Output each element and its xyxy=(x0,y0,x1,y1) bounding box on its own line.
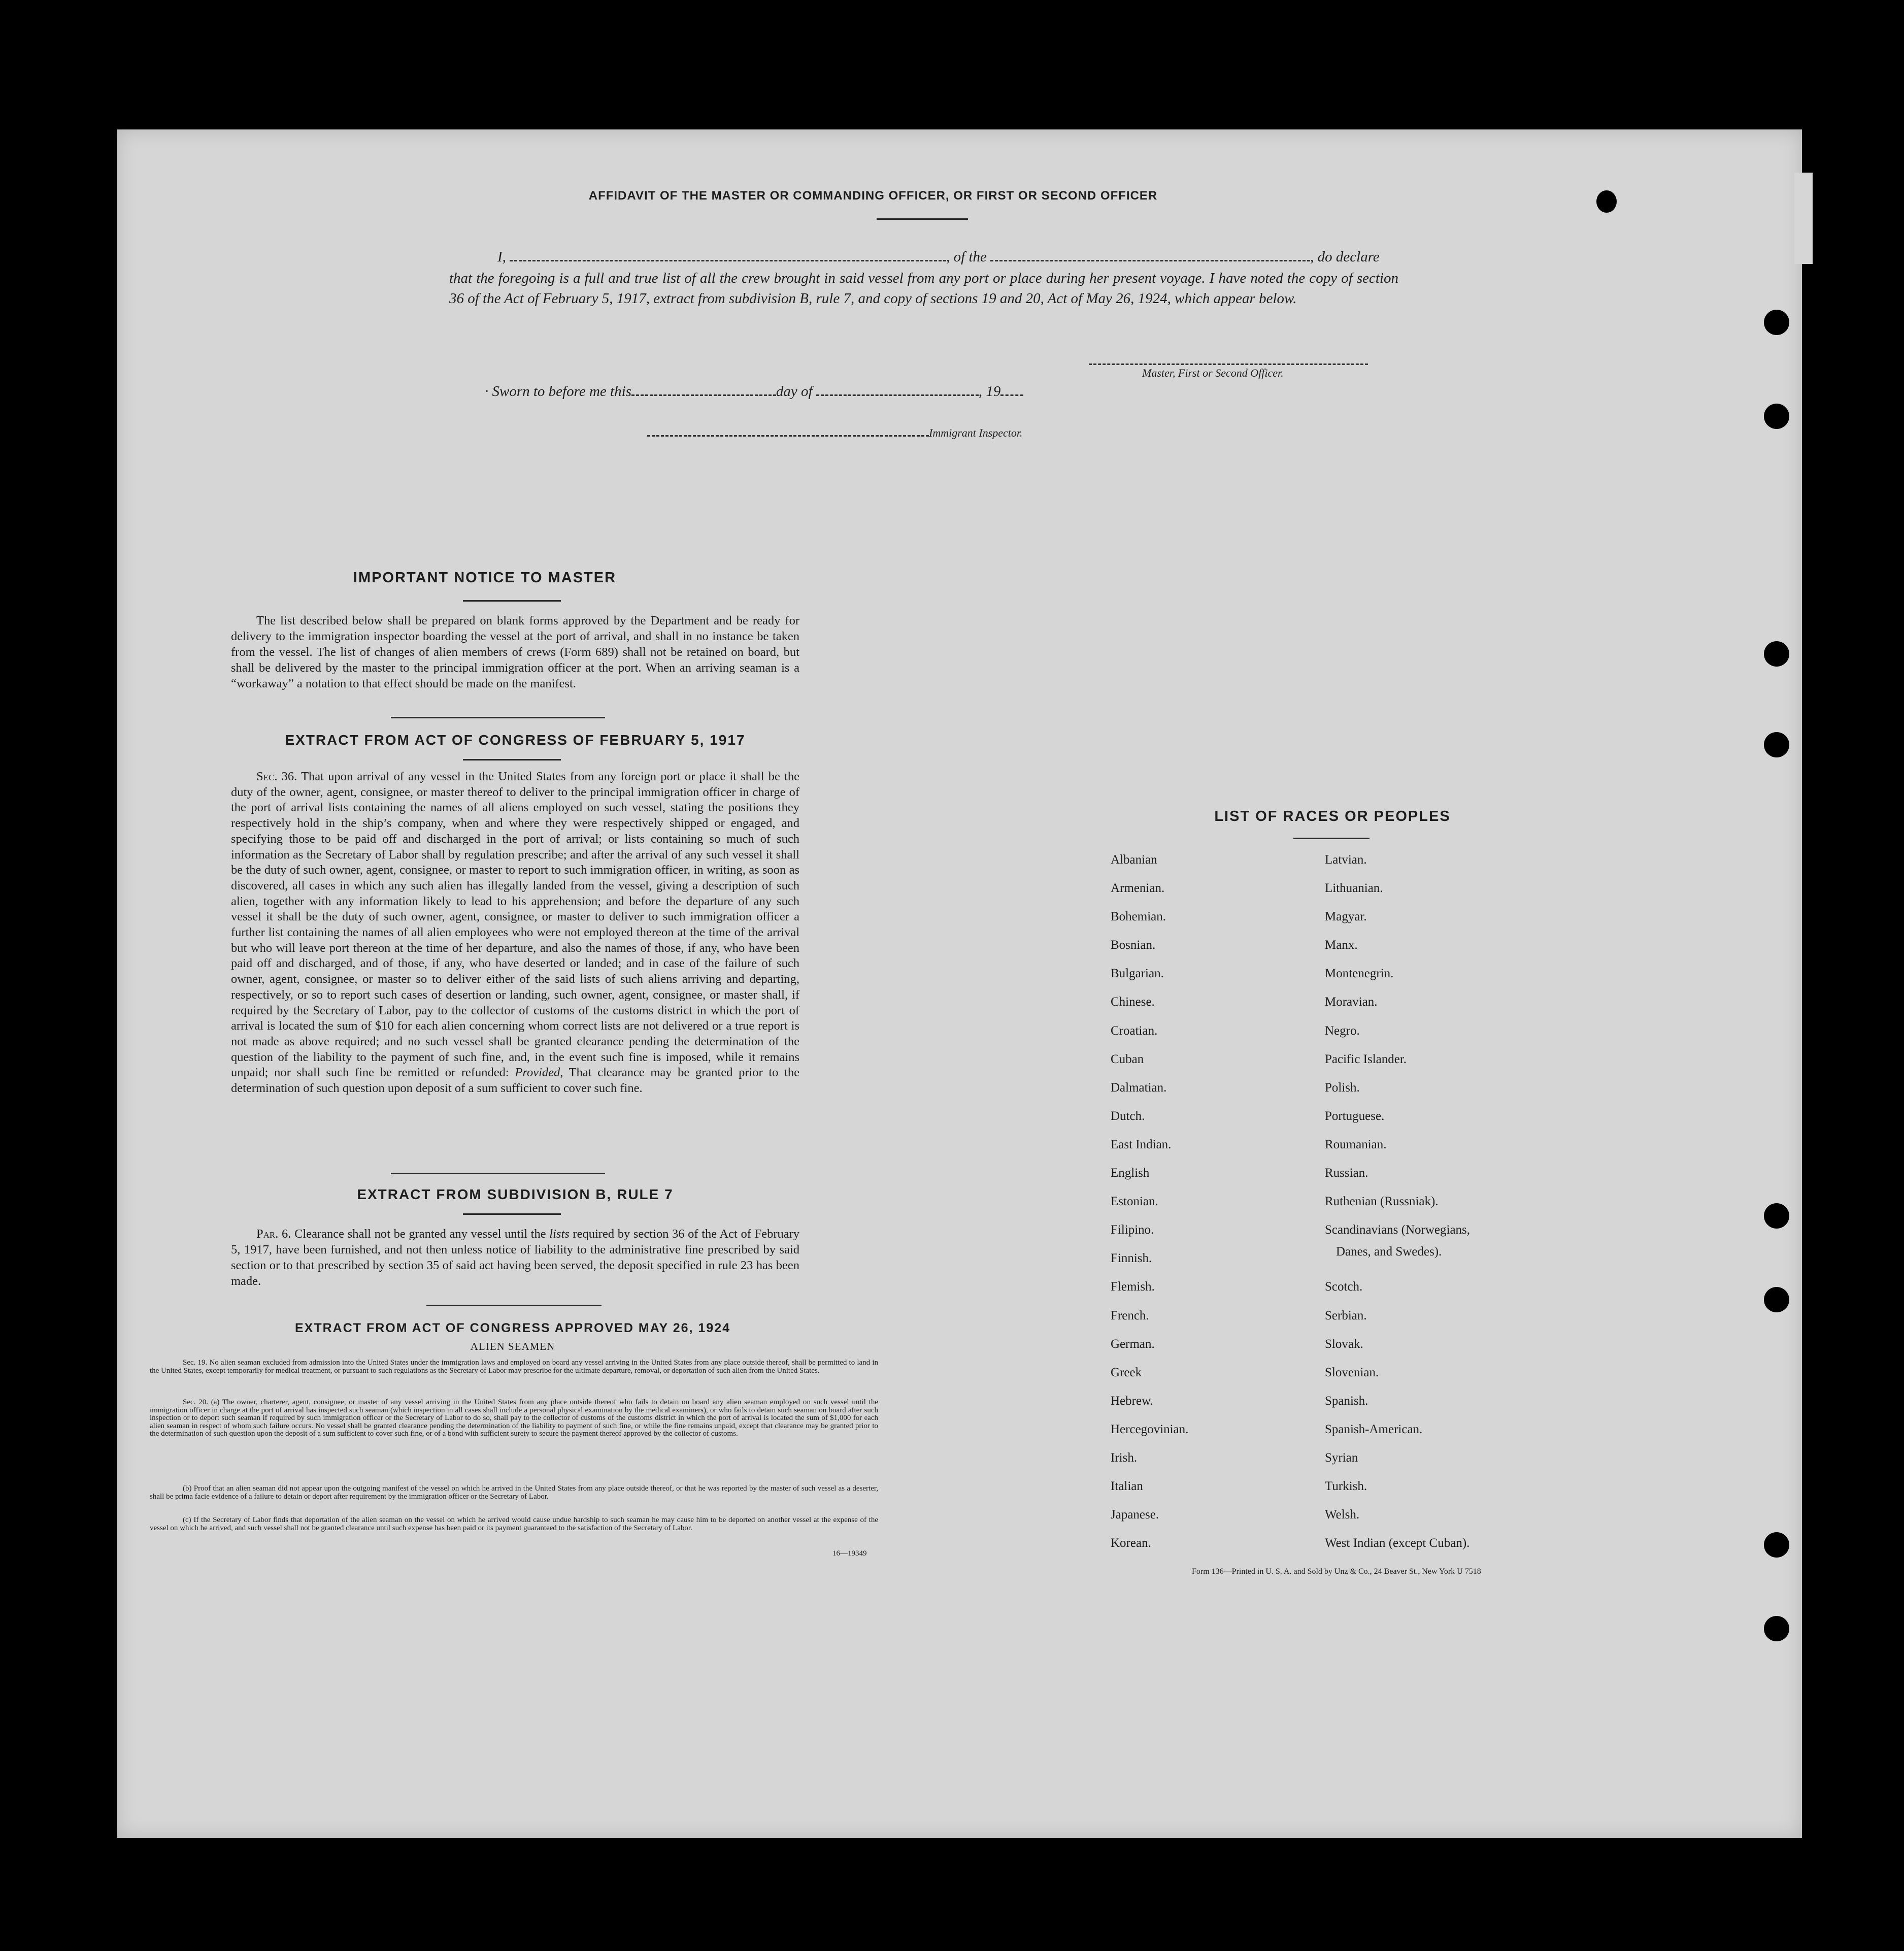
races-list-item: Magyar. xyxy=(1325,910,1367,923)
rule7-body xyxy=(231,1226,799,1289)
binder-hole xyxy=(1764,641,1789,667)
extract-1917-body xyxy=(231,769,799,1097)
binder-hole xyxy=(1764,1203,1789,1229)
races-list-item: Spanish-American. xyxy=(1325,1423,1423,1436)
races-list-item: Ruthenian (Russniak). xyxy=(1325,1195,1439,1208)
affidavit-of-the: , of the xyxy=(946,249,987,265)
sheet-edge-tab xyxy=(1794,173,1813,264)
affidavit-declaration-line xyxy=(449,249,1401,266)
inspector-line xyxy=(647,426,1023,440)
races-list-item: Irish. xyxy=(1111,1451,1138,1465)
races-list-item: Bosnian. xyxy=(1111,938,1156,952)
races-list-item: Moravian. xyxy=(1325,995,1378,1009)
races-list-item: Hebrew. xyxy=(1111,1394,1153,1408)
extract-1917-provided: Provided, xyxy=(515,1066,563,1080)
races-list-item: Montenegrin. xyxy=(1325,967,1394,980)
races-list-item: English xyxy=(1111,1166,1150,1180)
sworn-year-blank[interactable] xyxy=(1000,394,1023,396)
races-list-item: Albanian xyxy=(1111,853,1157,867)
races-list-item: Scandinavians (Norwegians, xyxy=(1325,1223,1471,1237)
races-list-item: Negro. xyxy=(1325,1024,1360,1038)
affidavit-do-declare: , do declare xyxy=(1310,249,1380,265)
races-list-item: Welsh. xyxy=(1325,1508,1360,1522)
form-footer: Form 136—Printed in U. S. A. and Sold by Unz & Co., 24 Beaver St., New York U 7518 xyxy=(1192,1567,1481,1576)
sworn-line: · Sworn to before me this day of , 19 xyxy=(485,383,1023,400)
races-list-item: Polish. xyxy=(1325,1081,1360,1095)
rule7-par: Par. 6. xyxy=(256,1227,291,1241)
races-list-item: Syrian xyxy=(1325,1451,1358,1465)
extract-1917-section: Sec. 36. xyxy=(256,770,297,783)
races-list-item-continuation: Danes, and Swedes). xyxy=(1336,1245,1442,1259)
races-list-item: French. xyxy=(1111,1309,1149,1322)
day-of-label: day of xyxy=(776,383,813,400)
binder-hole xyxy=(1764,1616,1789,1641)
races-list-item: Bulgarian. xyxy=(1111,967,1164,980)
races-list-item: Flemish. xyxy=(1111,1280,1155,1294)
sworn-label: Sworn to before me this xyxy=(492,383,631,400)
races-list-item: Lithuanian. xyxy=(1325,881,1383,895)
extract-1924-title: EXTRACT FROM ACT OF CONGRESS APPROVED MAY 26, 1924 xyxy=(294,1321,731,1335)
extract-1924-sec20b: (b) Proof that an alien seaman did not appear upon the outgoing manifest of the vessel on which he arrived in the United States from any place outside thereof, or that he was reported by the master of such vessel as a deserter, shall be prima facie evidence of a failure to detain or deport after requirement by the immigration officer or the Secretary of Labor. xyxy=(150,1484,878,1501)
binder-hole xyxy=(1596,190,1617,213)
races-list-item: Bohemian. xyxy=(1111,910,1166,923)
races-list-item: Slovenian. xyxy=(1325,1366,1379,1379)
races-list-item: Cuban xyxy=(1111,1052,1144,1066)
notice-end-rule xyxy=(391,717,605,718)
races-list-item: Spanish. xyxy=(1325,1394,1368,1408)
races-list-item: Filipino. xyxy=(1111,1223,1154,1237)
rule7-text-a: Clearance shall not be granted any vessel until the xyxy=(294,1227,546,1241)
races-list-item: Japanese. xyxy=(1111,1508,1159,1522)
binder-hole xyxy=(1764,1287,1789,1312)
affidavit-i: I, xyxy=(497,249,506,265)
rule7-end-rule xyxy=(426,1305,602,1306)
extract-1917-text: That upon arrival of any vessel in the United States from any foreign port or place it shall be the duty of the owner, agent, consignee, or master thereof to deliver to the principal immigration officer in charge of the port of arrival lists containing the names of all aliens employed on such vessel, stating the positions they respectively hold in the ship’s company, when and where they were respectively shipped or engaged, and specifying those to be paid off and discharged in the port of arrival; or lists containing so much of such information as the Secretary of Labor shall by regulation prescribe; and after the arrival of any such vessel it shall be the duty of such owner, agent, consignee, or master to report to such immigration officer, in writing, as soon as discovered, all cases in which any such alien has illegally landed from the vessel, giving a description of such alien, together with any information likely to lead to his apprehension; and before the departure of any such vessel it shall be the duty of such owner, agent, consignee, or master to deliver to such immigration officer a further list containing the names of all alien employees who were not employed thereon at the time of the arrival but who will leave port thereon at the time of her departure, and also the names of those, if any, who have been paid off and discharged, and of those, if any, who have deserted or landed; and in case of the failure of such owner, agent, consignee, or master so to deliver either of the said lists of such aliens arriving and departing, respectively, or so to report such cases of desertion or landing, such owner, agent, consignee, or master shall, if required by the Secretary of Labor, pay to the collector of customs of the customs district in which the port of arrival is located the sum of $10 for each alien concerning whom correct lists are not delivered or a true report is not made as above required; and no such vessel shall be granted clearance pending the determination of the question of the liability to the payment of such fine, and, in the event such fine is imposed, while it remains unpaid; nor shall such fine be remitted or refunded: xyxy=(231,770,799,1080)
binder-hole xyxy=(1764,404,1789,429)
extract-1924-code: 16—19349 xyxy=(832,1549,867,1558)
year-label: , 19 xyxy=(978,383,1001,400)
rule7-lists: lists xyxy=(549,1227,570,1241)
races-list-item: Korean. xyxy=(1111,1536,1151,1550)
notice-title: IMPORTANT NOTICE TO MASTER xyxy=(353,570,617,586)
name-blank[interactable] xyxy=(510,259,946,261)
extract-1917-end-rule xyxy=(391,1173,605,1174)
races-list-item: Chinese. xyxy=(1111,995,1155,1009)
vessel-blank[interactable] xyxy=(990,259,1310,261)
binder-hole xyxy=(1764,310,1789,335)
extract-1924-subtitle: ALIEN SEAMEN xyxy=(470,1340,555,1352)
races-list-item: German. xyxy=(1111,1337,1155,1351)
notice-rule xyxy=(463,600,561,602)
affidavit-title: AFFIDAVIT OF THE MASTER OR COMMANDING OFFICER, OR FIRST OR SECOND OFFICER xyxy=(588,189,1158,203)
races-rule xyxy=(1293,838,1369,839)
races-list-item: West Indian (except Cuban). xyxy=(1325,1536,1470,1550)
races-list-item: Italian xyxy=(1111,1479,1143,1493)
races-list-item: Croatian. xyxy=(1111,1024,1158,1038)
sworn-month-blank[interactable] xyxy=(816,394,979,396)
inspector-label: Immigrant Inspector. xyxy=(929,426,1023,439)
races-list-item: Manx. xyxy=(1325,938,1358,952)
races-list-item: Dalmatian. xyxy=(1111,1081,1167,1095)
races-list-item: Serbian. xyxy=(1325,1309,1367,1322)
inspector-signature-blank[interactable] xyxy=(647,435,929,437)
extract-1917-title: EXTRACT FROM ACT OF CONGRESS OF FEBRUARY 5, 1917 xyxy=(285,732,746,748)
races-list-item: Finnish. xyxy=(1111,1251,1152,1265)
races-list-item: East Indian. xyxy=(1111,1138,1172,1151)
binder-hole xyxy=(1764,1532,1789,1558)
affidavit-title-rule xyxy=(877,218,968,220)
races-list-item: Russian. xyxy=(1325,1166,1368,1180)
extract-1924-sec20a: Sec. 20. (a) The owner, charterer, agent, consignee, or master of any vessel arriving in the United States from any place outside thereof who fails to detain on board any alien seaman employed on such vessel until the immigration officer in charge at the port of arrival has inspected such seaman (which inspection in all cases shall include a personal physical examination by the medical examiners), or who fails to detain such seaman on board after such inspection or to deport such seaman if required by such immigration officer or the Secretary of Labor to do so, shall pay to the collector of customs of the customs district in which the port of arrival is located the sum of $1,000 for each alien seaman in respect of whom such failure occurs. No vessel shall be granted clearance pending the determination of the liability to payment of such fine, or while the fine remains unpaid, except that clearance may be granted prior to the determination of such question upon the deposit of a sum sufficient to cover such fine, or of a bond with sufficient surety to secure the payment thereof approved by the collector of customs. xyxy=(150,1398,878,1438)
races-list-item: Dutch. xyxy=(1111,1109,1145,1123)
races-list-item: Armenian. xyxy=(1111,881,1165,895)
master-signature-line[interactable] xyxy=(1089,363,1368,365)
races-list-item: Hercegovinian. xyxy=(1111,1423,1189,1436)
extract-1917-text-end: That clearance may be granted prior to the determination of such question upon deposit of a sum sufficient to cover such fine. xyxy=(231,1066,800,1096)
races-list-item: Greek xyxy=(1111,1366,1142,1379)
rule7-title: EXTRACT FROM SUBDIVISION B, RULE 7 xyxy=(357,1186,674,1202)
affidavit-body: that the foregoing is a full and true list of all the crew brought in said vessel from any port or place during her present voyage. I have noted the copy of section 36 of the Act of February 5, 1917, extract from subdivision B, rule 7, and copy of sections 19 and 20, Act of May 26, 1924, which appear below. xyxy=(449,270,1398,307)
sworn-day-blank[interactable] xyxy=(631,394,776,396)
rule7-rule xyxy=(463,1213,561,1215)
races-list-item: Portuguese. xyxy=(1325,1109,1385,1123)
races-list-item: Latvian. xyxy=(1325,853,1367,867)
races-list-item: Estonian. xyxy=(1111,1195,1158,1208)
races-title: LIST OF RACES OR PEOPLES xyxy=(1214,808,1451,824)
extract-1924-sec19: Sec. 19. No alien seaman excluded from admission into the United States under the immigration laws and employed on board any vessel arriving in the United States from any place outside thereof, shall be permitted to land in the United States, except temporarily for medical treatment, or pursuant to such regulations as the Secretary of Labor may prescribe for the ultimate departure, removal, or deportation of such alien from the United States. xyxy=(150,1359,878,1375)
races-list-item: Slovak. xyxy=(1325,1337,1363,1351)
races-list-item: Turkish. xyxy=(1325,1479,1367,1493)
notice-body: The list described below shall be prepared on blank forms approved by the Department and be ready for delivery to the immigration inspector boarding the vessel at the port of arrival, and shall in no instance be taken from the vessel. The list of changes of alien members of crews (Form 689) shall not be retained on board, but shall be delivered by the master to the principal immigration officer at the port. When an arriving seaman is a “workaway” a notation to that effect should be made on the manifest. xyxy=(231,614,799,690)
binder-hole xyxy=(1764,732,1789,757)
master-signature-label: Master, First or Second Officer. xyxy=(1142,367,1284,379)
extract-1924-sec20c: (c) If the Secretary of Labor finds that deportation of the alien seaman on the vessel on which he arrived would cause undue hardship to such seaman he may cause him to be deported on another vessel at the expense of the vessel on which he arrived, and such vessel shall not be granted clearance until such expense has been paid or its payment guaranteed to the satisfaction of the Secretary of Labor. xyxy=(150,1516,878,1532)
races-list-item: Scotch. xyxy=(1325,1280,1363,1294)
races-list-item: Pacific Islander. xyxy=(1325,1052,1407,1066)
extract-1917-rule xyxy=(463,759,561,760)
races-list-item: Roumanian. xyxy=(1325,1138,1387,1151)
rule7-text-b: required by section 36 of the Act of February 5, 1917, have been furnished, and not then unless notice of liability to the administrative fine prescribed by said section or to that prescribed by section 35 of said act having been served, the deposit specified in rule 23 has been made. xyxy=(231,1227,800,1288)
